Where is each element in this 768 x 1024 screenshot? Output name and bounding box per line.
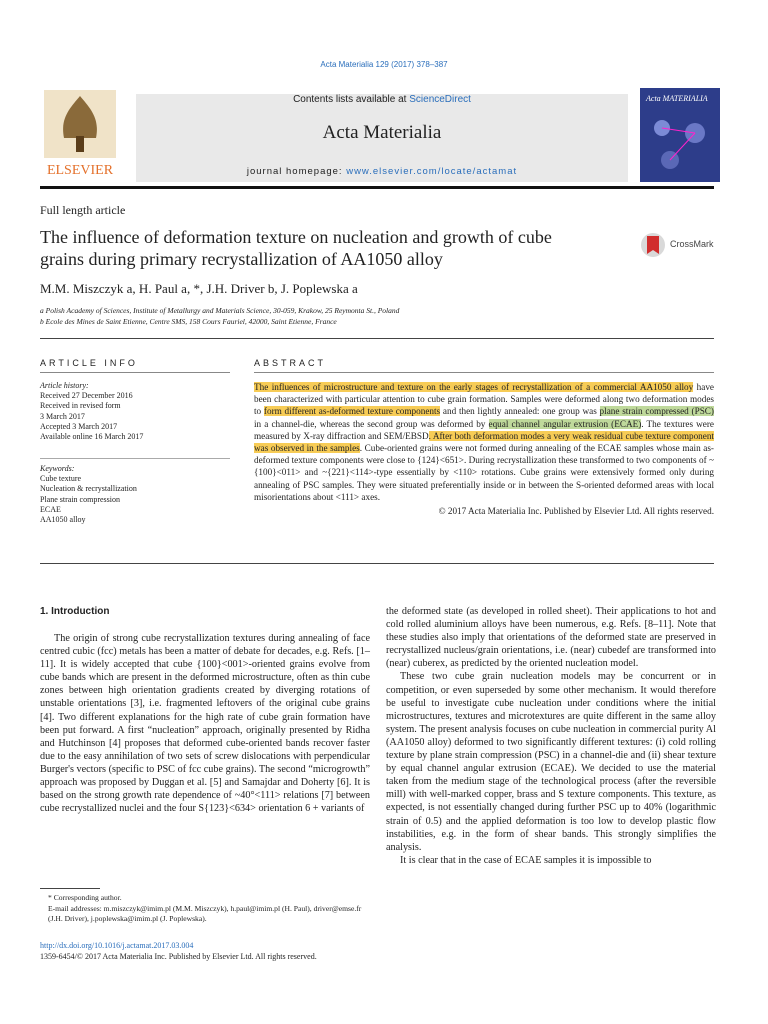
keyword: AA1050 alloy bbox=[40, 515, 86, 525]
doi-link[interactable]: http://dx.doi.org/10.1016/j.actamat.2017.03.004 bbox=[40, 941, 194, 950]
abstract-span: . Cube-oriented grains were not formed during annealing of the ECAE samples whose main as-deformed texture components were close to {124}<651>. During recrystallization these transformed to two components of ~{100}<011> and ~{221}<114>-type essentially by <110> rotations. Cube grains were extensively formed only during annealing of PSC samples. They were situated preferentially inside or in between the S-oriented deformed areas with local misorientations about <111> axes. bbox=[254, 443, 714, 502]
highlight: . After both deformation modes a very weak residual cube texture component was observed in the samples bbox=[254, 430, 714, 454]
paragraph: These two cube grain nucleation models may be concurrent or in competition, or even superseded by some other mechanism. It would therefore be useful to investigate cube nucleation under conditions where the initial microstructures, textures and microtextures are quite different in the same alloy system. The present analysis focuses on cube nucleation in commercial purity Al (AA1050 alloy) deformed to two significantly different textures: (i) cold rolling texture by plane strain compression (PSC) in a channel-die and (ii) shear texture by equal channel angular extrusion (ECAE). We decided to use the material taken from the medium stage of the technological process (after the reversible mill) with well-marked copper, brass and S texture components. This texture, as expected, is not essentially changed during further PSC up to 40% (logarithmic strain of 0.5) and the applied deformation is too low to develop plastic flow instabilities, e.g. in the form of shear bands. This strongly simplifies the analysis. bbox=[386, 671, 716, 853]
corresponding-author: * Corresponding author. bbox=[48, 893, 122, 902]
abstract-span: and then lightly annealed: one group was bbox=[440, 406, 600, 417]
paragraph: the deformed state (as developed in rolled sheet). Their applications to hot and cold rolled aluminium alloys have been numerous, e.g. Refs. [8–11]. Note that these studies also imply that orientations of the deformed state are preserved in recrystallized nucleus/grain orientations, i.e. (near) cubedef are transformed into (near) cuberex, as predicted by the oriented nucleation model. bbox=[386, 606, 716, 670]
article-info-heading: ARTICLE INFO bbox=[40, 358, 138, 368]
crossmark-badge[interactable] bbox=[640, 230, 720, 260]
abstract-bottom-rule bbox=[40, 563, 714, 564]
history-item: Received 27 December 2016 bbox=[40, 391, 133, 401]
article-info-rule bbox=[40, 372, 230, 373]
section-heading: 1. Introduction bbox=[40, 606, 110, 617]
abstract-span: have been characterized with particular attention to cube grain formation. Samples were deformed along two deformation modes to bbox=[254, 382, 715, 417]
highlight: plane strain compressed (PSC) bbox=[599, 406, 714, 417]
elsevier-logo bbox=[40, 88, 120, 182]
abstract-span: in a channel-die, whereas the second group was deformed by bbox=[254, 418, 489, 429]
keyword: ECAE bbox=[40, 504, 61, 514]
keywords-label: Keywords: bbox=[40, 464, 75, 473]
paragraph: It is clear that in the case of ECAE samples it is impossible to bbox=[400, 854, 652, 866]
journal-title: Acta Materialia bbox=[322, 122, 442, 143]
keyword: Plane strain compression bbox=[40, 494, 120, 504]
paragraph: The origin of strong cube recrystallization textures during annealing of face centred cubic (fcc) metals has been a matter of debate for decades, e.g. Refs. [1–11]. It is widely accepted that cube {100}<001>-oriented grains evolve from cube bands which are present in the deformed microstructure, often as thin cube zones between high orientation gradients created by diverging rotations of unstable orientations [3], i.e. fragmented leftovers of the original cube grains [4]. Two different explanations for the high rate of cube grain formation have been put forward. A first “nucleation” approach, originally presented by Ridha and Hutchinson [4] proposes that deformed cube-oriented bands recover faster due to the easy annihilation of two sets of screw dislocations with perpendicular Burger's vectors (specific to PSC of fcc cube grains). The second “microgrowth” approach was proposed by Duggan et al. [5] and Samajdar and Doherty [6]. It is based on the strong growth rate dependence of ~40°<111> relations [7] between cube recrystallized nuclei and the four S{123}<634> orientation 6 + variants of bbox=[40, 633, 370, 815]
history-item: Received in revised form bbox=[40, 401, 121, 411]
history-label: Article history: bbox=[40, 381, 89, 390]
author-emails[interactable]: E-mail addresses: m.miszczyk@imim.pl (M.M. Miszczyk), h.paul@imim.pl (H. Paul), driver@emse.fr (J.H. Driver), j.poplewska@imim.pl (J. Poplewska). bbox=[48, 903, 362, 923]
abstract-copyright: © 2017 Acta Materialia Inc. Published by Elsevier Ltd. All rights reserved. bbox=[438, 506, 714, 517]
abstract-text bbox=[254, 381, 714, 517]
cover-title: Acta MATERIALIA bbox=[646, 94, 708, 103]
history-item: 3 March 2017 bbox=[40, 411, 85, 421]
keyword: Nucleation & recrystallization bbox=[40, 484, 137, 494]
sciencedirect-link[interactable]: ScienceDirect bbox=[409, 94, 471, 105]
crossmark-label: CrossMark bbox=[670, 239, 714, 249]
affiliations bbox=[40, 305, 399, 327]
affiliation-b: b Ecole des Mines de Saint Etienne, Centre SMS, 158 Cours Fauriel, 42000, Saint Etienne, France bbox=[40, 317, 337, 326]
header-rule bbox=[40, 186, 714, 189]
abstract-rule bbox=[254, 372, 714, 373]
highlight: form different as-deformed texture components bbox=[263, 406, 441, 417]
article-title: The influence of deformation texture on nucleation and growth of cube grains during primary recrystallization of AA1050 alloy bbox=[40, 227, 552, 269]
highlight: The influences of microstructure and texture on the early stages of recrystallization of a commercial AA1050 alloy bbox=[254, 382, 694, 392]
journal-citation[interactable]: Acta Materialia 129 (2017) 378–387 bbox=[320, 60, 448, 69]
issn-line: 1359-6454/© 2017 Acta Materialia Inc. Published by Elsevier Ltd. All rights reserved. bbox=[40, 952, 317, 961]
keyword: Cube texture bbox=[40, 474, 82, 484]
keywords bbox=[40, 464, 230, 525]
history-item: Accepted 3 March 2017 bbox=[40, 421, 118, 431]
body-column-right bbox=[386, 605, 716, 867]
article-history bbox=[40, 381, 230, 442]
footnote bbox=[40, 893, 370, 925]
history-item: Available online 16 March 2017 bbox=[40, 432, 144, 442]
article-type: Full length article bbox=[40, 203, 126, 217]
section-rule bbox=[40, 338, 714, 339]
affiliation-a: a Polish Academy of Sciences, Institute of Metallurgy and Materials Science, 30-059, Krakow, 25 Reymonta St., Poland bbox=[40, 306, 400, 315]
homepage-link[interactable]: www.elsevier.com/locate/actamat bbox=[346, 166, 518, 177]
highlight: equal channel angular extrusion (ECAE) bbox=[488, 418, 642, 429]
abstract-heading: ABSTRACT bbox=[254, 358, 327, 368]
author-list: M.M. Miszczyk a, H. Paul a, *, J.H. Driver b, J. Poplewska a bbox=[40, 281, 358, 296]
body-column-left bbox=[40, 632, 370, 815]
info-divider bbox=[40, 458, 230, 459]
contents-line bbox=[136, 94, 628, 105]
journal-cover-image bbox=[640, 88, 720, 182]
abstract-span: . The textures were measured by X-ray diffraction and SEM/EBSD bbox=[254, 418, 714, 441]
contents-text: Contents lists available at bbox=[293, 94, 410, 105]
journal-homepage bbox=[136, 166, 628, 177]
doi-block bbox=[40, 940, 317, 962]
footnote-rule bbox=[40, 888, 100, 889]
svg-text:ELSEVIER: ELSEVIER bbox=[46, 163, 114, 178]
homepage-label: journal homepage: bbox=[246, 166, 347, 177]
